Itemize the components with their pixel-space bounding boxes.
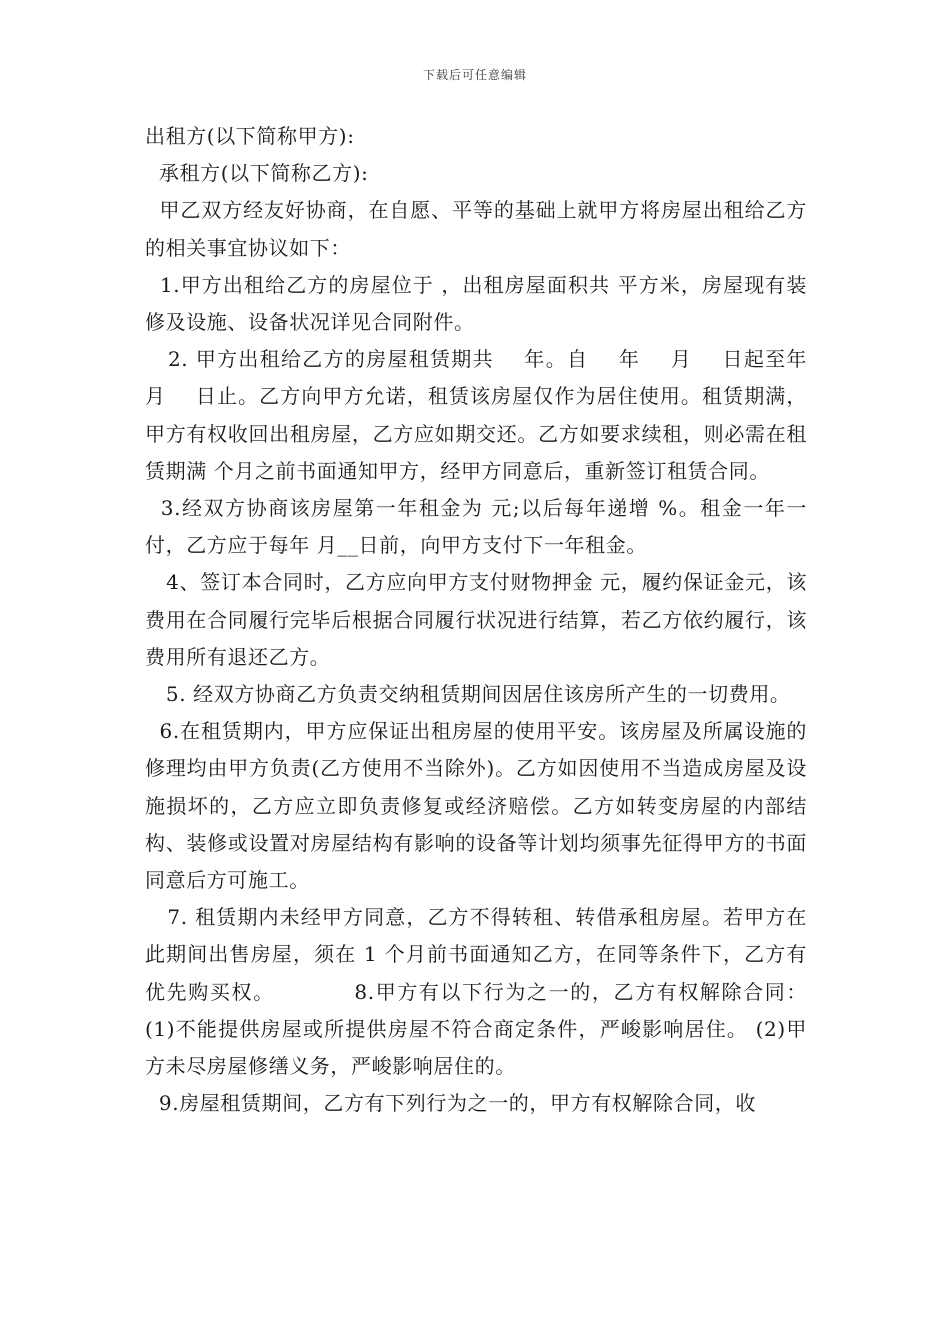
page-header: 下载后可任意编辑 bbox=[422, 68, 527, 82]
clause-5: 5. 经双方协商乙方负责交纳租赁期间因居住该房所产生的一切费用。 bbox=[145, 682, 791, 707]
clause-7-8: 7. 租赁期内未经甲方同意，乙方不得转租、转借承租房屋。若甲方在此期间出售房屋，须在 1 个月前书面通知乙方，在同等条件下，乙方有优先购买权。 8.甲方有以下行为之一的，乙方有权解除合同： (1)不能提供房屋或所提供房屋不符合商定条件，严峻影响居住。 (2)甲方未尽房屋修缮义务，严峻影响居住的。 bbox=[145, 905, 814, 1079]
intro-paragraph: 甲乙双方经友好协商，在自愿、平等的基础上就甲方将房屋出租给乙方的相关事宜协议如下： bbox=[145, 198, 807, 260]
clause-3: 3.经双方协商该房屋第一年租金为 元;以后每年递增 %。租金一年一付，乙方应于每年 月__日前，向甲方支付下一年租金。 bbox=[145, 496, 807, 558]
document-body bbox=[145, 118, 835, 1122]
party-b-line: 承租方(以下简称乙方): bbox=[145, 161, 369, 186]
clause-2: 2. 甲方出租给乙方的房屋租赁期共 年。自 年 月 日起至年 月 日止。乙方向甲方允诺，租赁该房屋仅作为居住使用。租赁期满，甲方有权收回出租房屋，乙方应如期交还。乙方如要求续租，则必需在租赁期满 个月之前书面通知甲方，经甲方同意后，重新签订租赁合同。 bbox=[145, 347, 835, 483]
clause-6: 6.在租赁期内，甲方应保证出租房屋的使用平安。该房屋及所属设施的修理均由甲方负责(乙方使用不当除外)。乙方如因使用不当造成房屋及设施损坏的，乙方应立即负责修复或经济赔偿。乙方如转变房屋的内部结构、装修或设置对房屋结构有影响的设备等计划均须事先征得甲方的书面同意后方可施工。 bbox=[145, 719, 807, 893]
clause-9: 9.房屋租赁期间，乙方有下列行为之一的，甲方有权解除合同，收 bbox=[145, 1091, 757, 1116]
clause-1: 1.甲方出租给乙方的房屋位于 ，出租房屋面积共 平方米，房屋现有装修及设施、设备状况详见合同附件。 bbox=[145, 272, 807, 335]
clause-4: 4、签订本合同时，乙方应向甲方支付财物押金 元，履约保证金元，该费用在合同履行完毕后根据合同履行状况进行结算，若乙方依约履行，该费用所有退还乙方。 bbox=[145, 570, 807, 669]
party-a-line: 出租方(以下简称甲方): bbox=[145, 124, 355, 148]
